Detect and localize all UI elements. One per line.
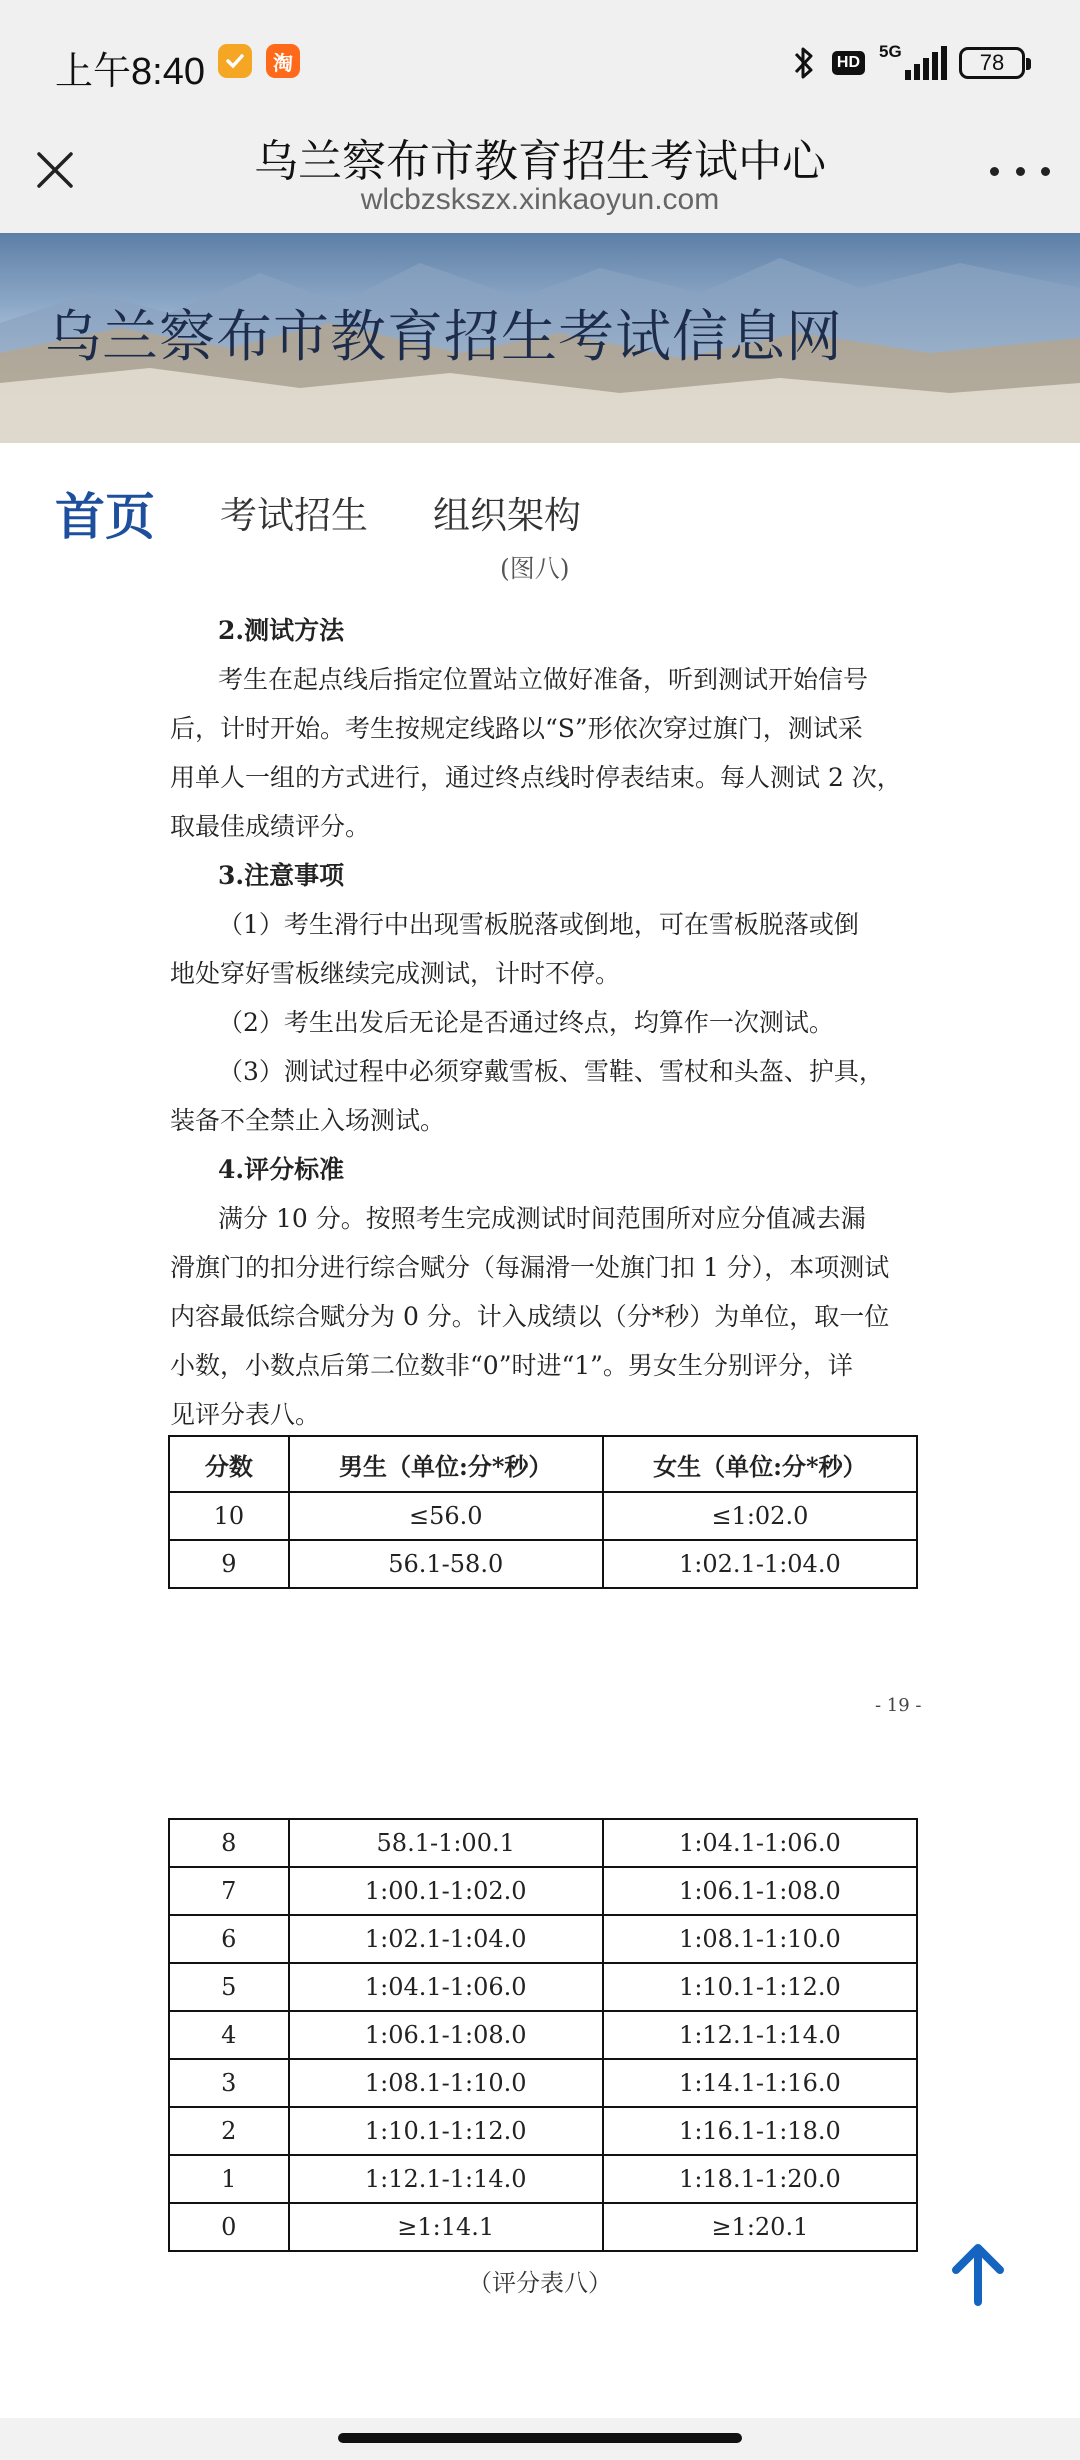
browser-header bbox=[0, 125, 1080, 233]
header-female: 女生（单位:分*秒） bbox=[603, 1436, 917, 1492]
table-cell: 1:06.1-1:08.0 bbox=[289, 2011, 603, 2059]
signal-icon bbox=[879, 44, 945, 82]
more-dot bbox=[1016, 167, 1025, 176]
document-page bbox=[0, 554, 1080, 2418]
table-cell: ≤56.0 bbox=[289, 1492, 603, 1540]
text-line: 见评分表八。 bbox=[170, 1400, 321, 1429]
table-header-row bbox=[169, 1436, 917, 1492]
back-to-top-icon[interactable] bbox=[950, 2242, 1006, 2306]
text-line: 内容最低综合赋分为 0 分。计入成绩以（分*秒）为单位，取一位 bbox=[170, 1302, 890, 1331]
home-indicator[interactable] bbox=[338, 2433, 742, 2443]
bluetooth-icon bbox=[790, 44, 818, 82]
taobao-app-icon: 淘 bbox=[266, 44, 300, 78]
table-row bbox=[169, 2155, 917, 2203]
score-table-part1 bbox=[168, 1435, 918, 1589]
more-options-button[interactable] bbox=[990, 153, 1050, 189]
score-table-part2 bbox=[168, 1818, 918, 2252]
status-bar bbox=[0, 0, 1080, 125]
table-cell: 1 bbox=[169, 2155, 289, 2203]
table-row bbox=[169, 1867, 917, 1915]
header-score: 分数 bbox=[169, 1436, 289, 1492]
figure-caption-cut: (图八) bbox=[500, 554, 570, 583]
table-cell: 9 bbox=[169, 1540, 289, 1588]
text-line: 地处穿好雪板继续完成测试，计时不停。 bbox=[170, 959, 621, 988]
site-banner bbox=[0, 233, 1080, 443]
more-dot bbox=[990, 167, 999, 176]
table-row bbox=[169, 1819, 917, 1867]
page-number: - 19 - bbox=[875, 1695, 922, 1716]
table-row bbox=[169, 1915, 917, 1963]
table-cell: 1:08.1-1:10.0 bbox=[603, 1915, 917, 1963]
table-cell: 1:18.1-1:20.0 bbox=[603, 2155, 917, 2203]
table-row bbox=[169, 1492, 917, 1540]
table-cell: 10 bbox=[169, 1492, 289, 1540]
table-cell: 7 bbox=[169, 1867, 289, 1915]
nav-exam-enrollment[interactable]: 考试招生 bbox=[220, 494, 368, 537]
battery-icon bbox=[959, 47, 1025, 79]
text-line: 满分 10 分。按照考生完成测试时间范围所对应分值减去漏 bbox=[218, 1204, 866, 1233]
section-title: 2.测试方法 bbox=[218, 616, 345, 645]
table-row bbox=[169, 2011, 917, 2059]
table-cell: 1:10.1-1:12.0 bbox=[603, 1963, 917, 2011]
header-male: 男生（单位:分*秒） bbox=[289, 1436, 603, 1492]
nav-home[interactable]: 首页 bbox=[55, 488, 155, 546]
table-cell: 1:00.1-1:02.0 bbox=[289, 1867, 603, 1915]
nav-organization[interactable]: 组织架构 bbox=[433, 494, 581, 537]
text-line: 装备不全禁止入场测试。 bbox=[170, 1106, 446, 1135]
table-cell: 6 bbox=[169, 1915, 289, 1963]
text-line: 取最佳成绩评分。 bbox=[170, 812, 371, 841]
text-line: 小数，小数点后第二位数非“0”时进“1”。男女生分别评分，详 bbox=[170, 1351, 853, 1380]
table-row bbox=[169, 1540, 917, 1588]
table-row bbox=[169, 2203, 917, 2251]
more-dot bbox=[1041, 167, 1050, 176]
clock: 上午8:40 bbox=[55, 51, 205, 93]
table-cell: 4 bbox=[169, 2011, 289, 2059]
page-title: 乌兰察布市教育招生考试中心 bbox=[254, 136, 826, 187]
section-title: 4.评分标准 bbox=[218, 1155, 345, 1184]
text-line: （2）考生出发后无论是否通过终点，均算作一次测试。 bbox=[218, 1008, 834, 1037]
table-cell: 1:12.1-1:14.0 bbox=[289, 2155, 603, 2203]
table-row bbox=[169, 2059, 917, 2107]
main-nav bbox=[0, 443, 1080, 563]
table-cell: ≥1:20.1 bbox=[603, 2203, 917, 2251]
table-cell: 1:06.1-1:08.0 bbox=[603, 1867, 917, 1915]
table-cell: 1:16.1-1:18.0 bbox=[603, 2107, 917, 2155]
table-cell: ≤1:02.0 bbox=[603, 1492, 917, 1540]
text-line: 用单人一组的方式进行，通过终点线时停表结束。每人测试 2 次， bbox=[170, 763, 902, 792]
table-cell: 56.1-58.0 bbox=[289, 1540, 603, 1588]
table-cell: 1:04.1-1:06.0 bbox=[603, 1819, 917, 1867]
text-line: （3）测试过程中必须穿戴雪板、雪鞋、雪杖和头盔、护具， bbox=[218, 1057, 884, 1086]
table-cell: 1:02.1-1:04.0 bbox=[289, 1915, 603, 1963]
site-name: 乌兰察布市教育招生考试信息网 bbox=[45, 305, 843, 370]
table-cell: 2 bbox=[169, 2107, 289, 2155]
table-cell: 1:08.1-1:10.0 bbox=[289, 2059, 603, 2107]
section-title: 3.注意事项 bbox=[218, 861, 345, 890]
text-line: 后，计时开始。考生按规定线路以“S”形依次穿过旗门，测试采 bbox=[170, 714, 863, 743]
table-caption: （评分表八） bbox=[468, 2269, 612, 2297]
text-line: 考生在起点线后指定位置站立做好准备，听到测试开始信号 bbox=[218, 665, 869, 694]
table-cell: 58.1-1:00.1 bbox=[289, 1819, 603, 1867]
table-cell: ≥1:14.1 bbox=[289, 2203, 603, 2251]
network-type: 5G bbox=[879, 42, 902, 61]
table-cell: 3 bbox=[169, 2059, 289, 2107]
text-line: （1）考生滑行中出现雪板脱落或倒地，可在雪板脱落或倒 bbox=[218, 910, 859, 939]
table-cell: 1:04.1-1:06.0 bbox=[289, 1963, 603, 2011]
page-url: wlcbzskszx.xinkaoyun.com bbox=[360, 183, 720, 216]
battery-level: 78 bbox=[979, 50, 1005, 75]
table-row bbox=[169, 1963, 917, 2011]
table-cell: 1:02.1-1:04.0 bbox=[603, 1540, 917, 1588]
table-cell: 1:10.1-1:12.0 bbox=[289, 2107, 603, 2155]
table-cell: 5 bbox=[169, 1963, 289, 2011]
table-cell: 1:12.1-1:14.0 bbox=[603, 2011, 917, 2059]
table-cell: 0 bbox=[169, 2203, 289, 2251]
table-cell: 1:14.1-1:16.0 bbox=[603, 2059, 917, 2107]
text-line: 滑旗门的扣分进行综合赋分（每漏滑一处旗门扣 1 分），本项测试 bbox=[170, 1253, 890, 1282]
hd-badge: HD bbox=[832, 51, 865, 75]
table-row bbox=[169, 2107, 917, 2155]
pay-app-icon bbox=[218, 44, 252, 78]
table-cell: 8 bbox=[169, 1819, 289, 1867]
